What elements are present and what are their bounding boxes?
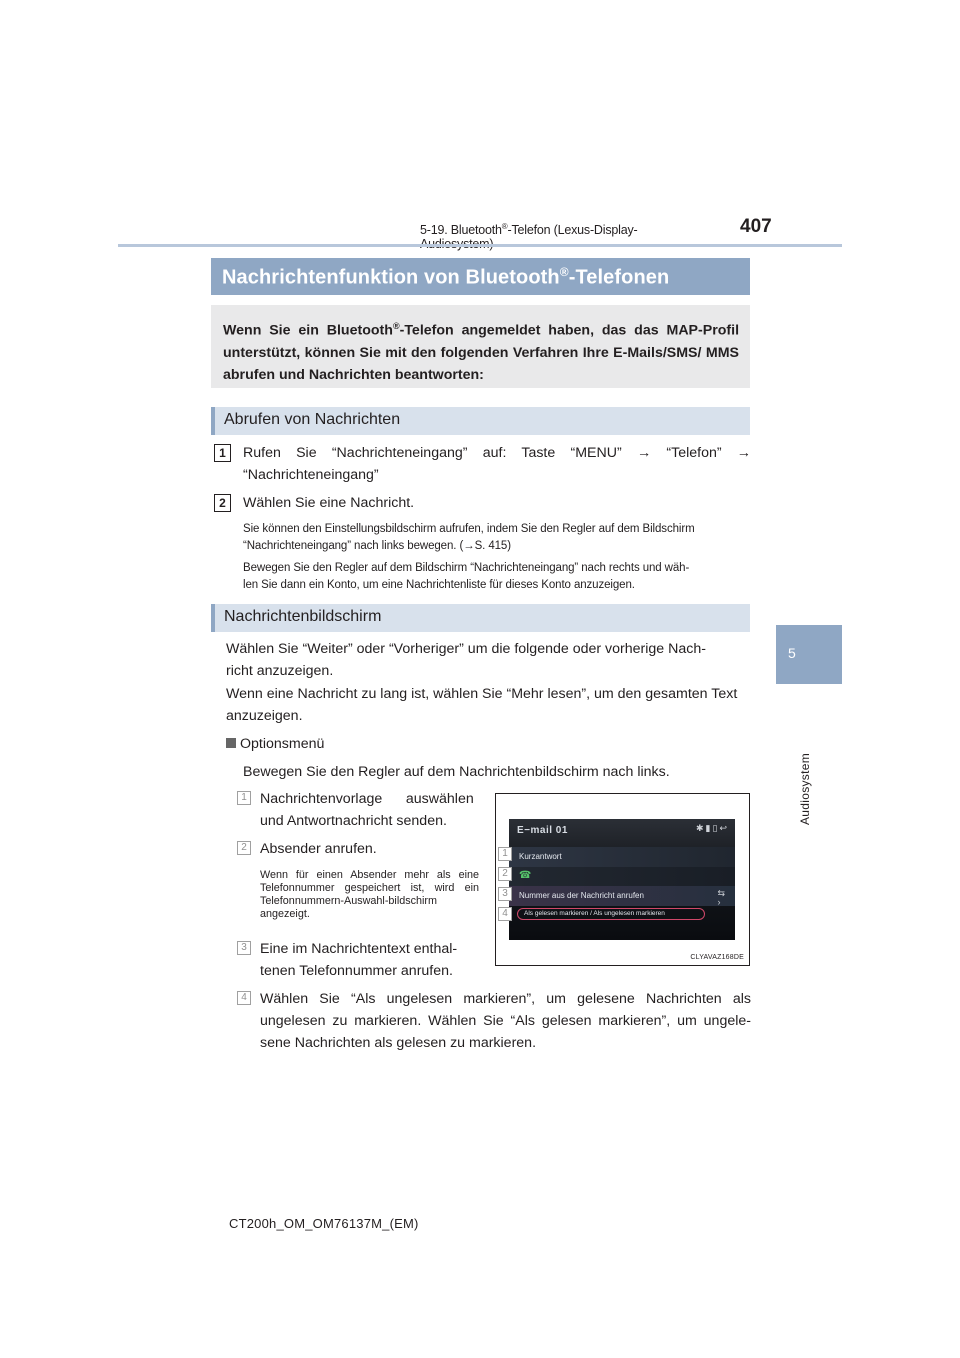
item-1-line-2: und Antwortnachricht senden. [260, 813, 447, 829]
item-3-line-2: tenen Telefonnummer anrufen. [260, 963, 453, 979]
display-screen [509, 819, 735, 940]
callout-circle-3: 3 [237, 941, 251, 955]
option-intro: Bewegen Sie den Regler auf dem Nachrichtenbildschirm nach links. [243, 764, 670, 780]
item-2-note: Wenn für einen Absender mehr als eine Telefonnummer gespeichert ist, wird ein Telefonnummern-Auswahl-bildschirm angezeigt. [260, 869, 479, 920]
menu-row-quick-reply: Kurzantwort [509, 847, 735, 867]
screen-title: E−mail 01 [517, 825, 568, 836]
option-heading [226, 733, 324, 755]
step-1-line-2: “Nachrichteneingang” [243, 467, 379, 483]
option-heading-text: Optionsmenü [240, 736, 325, 752]
menu-row-call-number: Nummer aus der Nachricht anrufen [509, 886, 735, 906]
item-3-line-1: Eine im Nachrichtentext enthal- [260, 941, 458, 957]
para-2-line-2: anzuzeigen. [226, 708, 303, 724]
title-suffix: -Telefonen [568, 266, 670, 289]
item-2-line-1: Absender anrufen. [260, 841, 377, 857]
intro-part1: Wenn Sie ein Bluetooth [223, 322, 393, 339]
section-heading-nachrichtenbildschirm: Nachrichtenbildschirm [211, 604, 750, 632]
figure-callout-4: 4 [498, 907, 512, 921]
bluetooth-icon: ✱ [696, 823, 706, 833]
chapter-tab [776, 625, 842, 684]
step-number-2: 2 [214, 494, 231, 512]
square-bullet-icon [226, 738, 236, 748]
para-1-line-1: Wählen Sie “Weiter” oder “Vorheriger” um die folgende oder vorherige Nach- [226, 641, 706, 657]
callout-circle-1: 1 [237, 791, 251, 805]
screen-illustration [495, 793, 750, 966]
section-suffix: -Telefon (Lexus-Display- [507, 223, 638, 238]
item-4-line-1: Wählen Sie “Als ungelesen markieren”, um gelesene Nachrichten als [260, 991, 751, 1007]
intro-box [211, 305, 750, 388]
battery-icon: ▯ [712, 823, 720, 833]
step-number-1: 1 [214, 444, 231, 462]
figure-callout-1: 1 [498, 847, 512, 861]
back-icon: ↩ [719, 823, 729, 833]
menu-row-call-sender [509, 867, 735, 887]
note-2-line-1: Bewegen Sie den Regler auf dem Bildschirm “Nachrichteneingang” nach rechts und wäh- [243, 562, 690, 574]
figure-callout-3: 3 [498, 887, 512, 901]
intro-registered-mark: ® [392, 321, 400, 331]
document-code: CT200h_OM_OM76137M_(EM) [229, 1216, 419, 1231]
menu-row-mark-read: Als gelesen markieren / Als ungelesen markieren [517, 908, 705, 920]
page-number: 407 [740, 216, 772, 237]
para-1-line-2: richt anzuzeigen. [226, 663, 334, 679]
chapter-label: Audiosystem [798, 753, 812, 825]
step-1-line-1: Rufen Sie “Nachrichteneingang” auf: Taste “MENU” → “Telefon” → [243, 445, 751, 461]
title-registered-mark: ® [559, 265, 569, 279]
side-arrows-icon: ⇆ › [717, 888, 725, 907]
figure-code: CLYAVAZ168DE [690, 954, 744, 961]
note-1-line-1: Sie können den Einstellungsbildschirm aufrufen, indem Sie den Regler auf dem Bildschirm [243, 523, 695, 535]
item-1-line-1: Nachrichtenvorlage auswählen [260, 791, 474, 807]
page-title [211, 258, 750, 295]
item-4-line-2: ungelesen zu markieren. Wählen Sie “Als gelesen markieren”, um ungele- [260, 1013, 751, 1029]
step-2-text: Wählen Sie eine Nachricht. [243, 495, 415, 511]
status-icons [696, 823, 729, 834]
callout-circle-4: 4 [237, 991, 251, 1005]
registered-mark: ® [501, 222, 508, 231]
section-heading-abrufen: Abrufen von Nachrichten [211, 407, 750, 435]
intro-part2: -Telefon angemeldet haben, das das MAP-Profil unterstützt, können Sie mit den folgenden Verfahren Ihre E-Mails/SMS/ MMS abrufen und Nachrichten beantworten: [223, 322, 740, 383]
chapter-number: 5 [788, 645, 796, 661]
para-2-line-1: Wenn eine Nachricht zu lang ist, wählen Sie “Mehr lesen”, um den gesamten Text [226, 686, 738, 702]
callout-circle-2: 2 [237, 841, 251, 855]
title-prefix: Nachrichtenfunktion von Bluetooth [222, 266, 560, 289]
note-1-line-2: “Nachrichteneingang” nach links bewegen. (→S. 415) [243, 540, 511, 552]
header-divider [118, 244, 842, 247]
section-prefix: 5-19. Bluetooth [420, 223, 502, 238]
signal-icon: ▮ [705, 823, 713, 833]
figure-callout-2: 2 [498, 867, 512, 881]
item-4-line-3: sene Nachrichten als gelesen zu markieren. [260, 1035, 537, 1051]
phone-icon: ☎ [519, 870, 532, 881]
note-2-line-2: len Sie dann ein Konto, um eine Nachrichtenliste für dieses Konto anzuzeigen. [243, 579, 635, 591]
